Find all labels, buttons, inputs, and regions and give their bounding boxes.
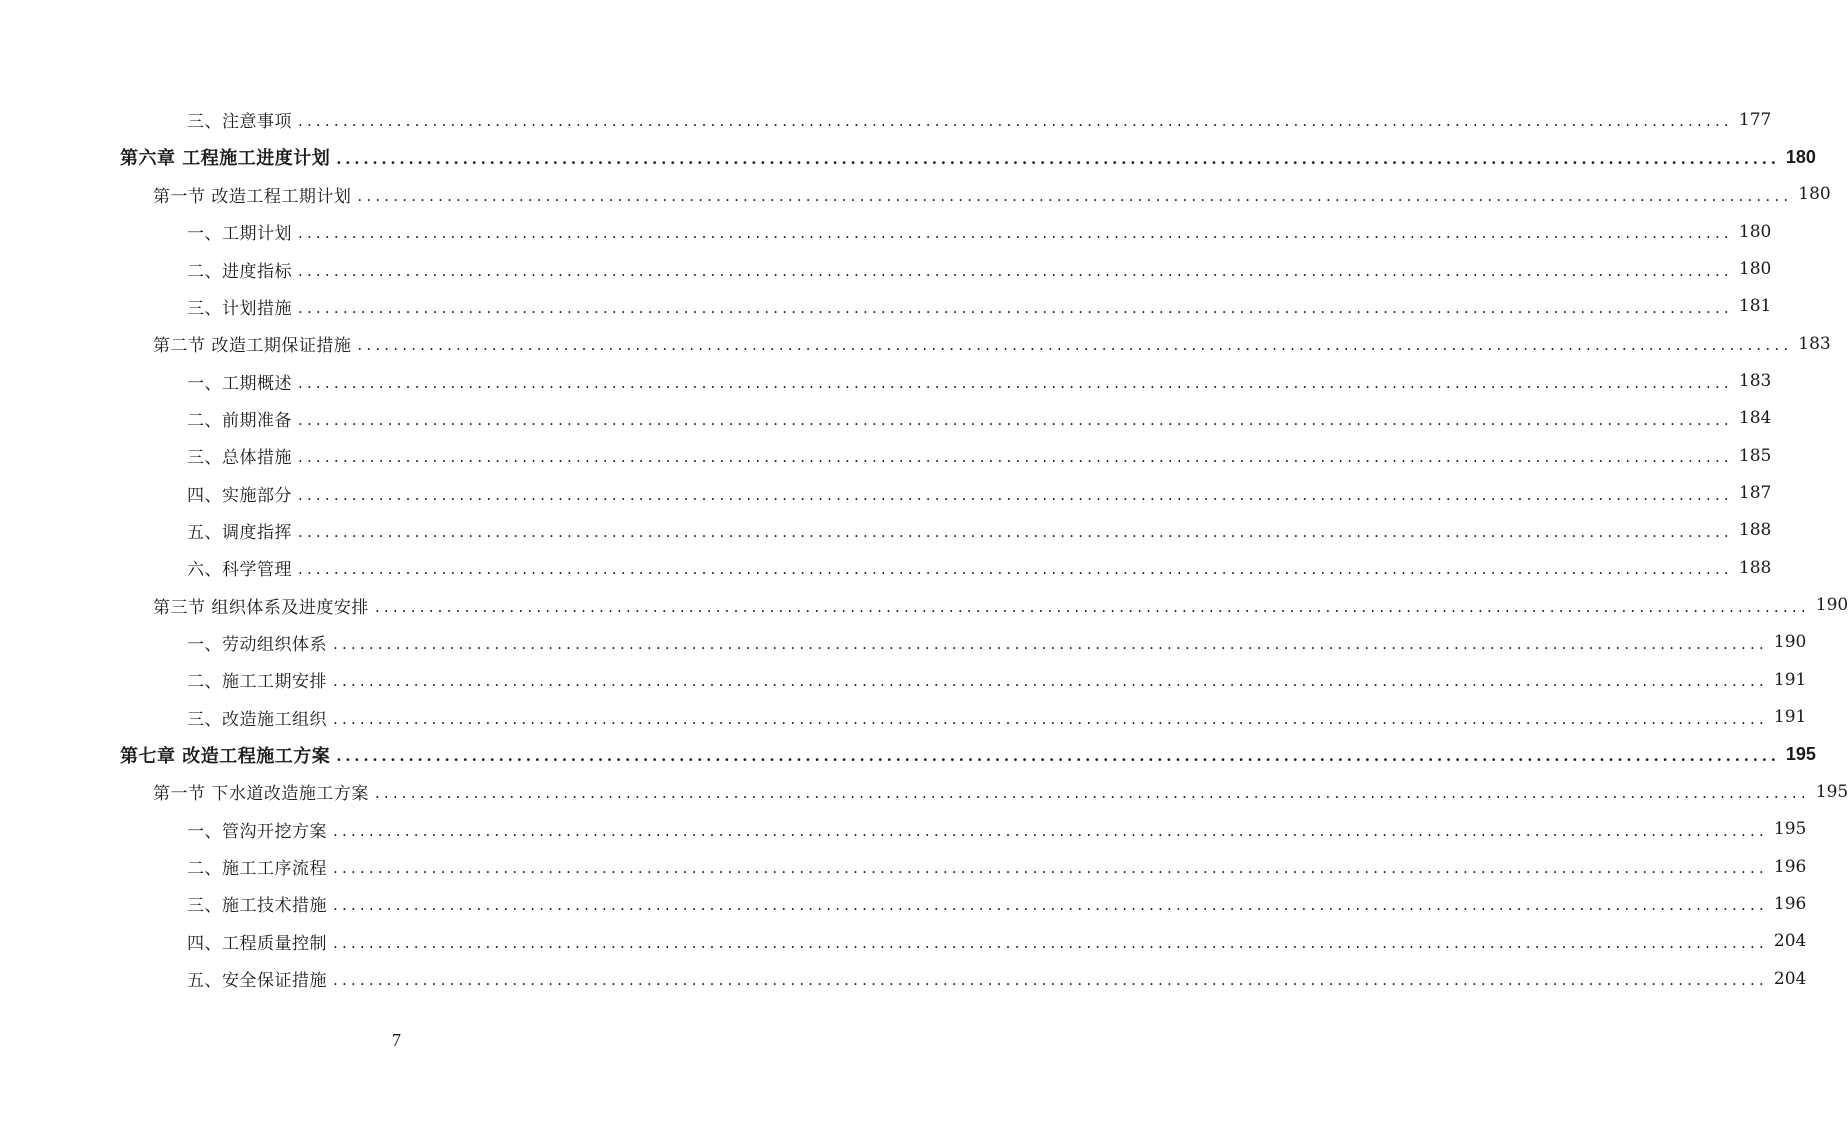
- toc-entry-title: 三、施工技术措施: [187, 896, 327, 917]
- toc-entry-title: 六、科学管理: [187, 560, 292, 581]
- toc-dot-leader: ................................................................................................................................................................: [298, 224, 1733, 243]
- toc-chapter-entry[interactable]: [0, 736, 1816, 773]
- toc-subsection-entry[interactable]: [0, 437, 1772, 474]
- toc-dot-leader: ................................................................................................................................................................: [298, 298, 1733, 317]
- toc-entry-title: 第三节 组织体系及进度安排: [153, 597, 369, 618]
- toc-dot-leader: ................................................................................................................................................................: [336, 747, 1780, 766]
- toc-entry-page: 191: [1773, 707, 1807, 728]
- toc-dot-leader: ................................................................................................................................................................: [298, 448, 1733, 467]
- toc-entry-title: 三、改造施工组织: [187, 709, 327, 730]
- table-of-contents: [0, 101, 1848, 997]
- toc-subsection-entry[interactable]: [0, 811, 1807, 848]
- toc-entry-page: 195: [1785, 744, 1816, 765]
- toc-subsection-entry[interactable]: [0, 400, 1772, 437]
- toc-entry-page: 190: [1815, 595, 1848, 616]
- toc-entry-title: 第七章 改造工程施工方案: [120, 745, 331, 767]
- toc-entry-title: 第一节 下水道改造施工方案: [153, 784, 369, 805]
- toc-entry-page: 184: [1738, 408, 1772, 429]
- toc-dot-leader: ................................................................................................................................................................: [298, 522, 1733, 541]
- toc-subsection-entry[interactable]: [0, 923, 1807, 960]
- toc-entry-page: 204: [1773, 968, 1807, 989]
- toc-entry-page: 188: [1738, 557, 1772, 578]
- toc-dot-leader: ................................................................................................................................................................: [333, 971, 1768, 990]
- toc-subsection-entry[interactable]: [0, 661, 1807, 698]
- toc-subsection-entry[interactable]: [0, 848, 1807, 885]
- toc-entry-page: 177: [1738, 109, 1772, 130]
- toc-dot-leader: ................................................................................................................................................................: [298, 112, 1733, 131]
- toc-dot-leader: ................................................................................................................................................................: [333, 859, 1768, 878]
- toc-entry-page: 195: [1815, 781, 1848, 802]
- toc-dot-leader: ................................................................................................................................................................: [333, 821, 1768, 840]
- toc-entry-page: 180: [1798, 184, 1831, 205]
- toc-section-entry[interactable]: [0, 176, 1831, 213]
- toc-entry-title: 三、注意事项: [187, 112, 292, 133]
- toc-entry-title: 一、劳动组织体系: [187, 634, 327, 655]
- toc-entry-page: 181: [1738, 296, 1772, 317]
- toc-entry-page: 185: [1738, 445, 1772, 466]
- toc-dot-leader: ................................................................................................................................................................: [333, 634, 1768, 653]
- toc-dot-leader: ................................................................................................................................................................: [374, 597, 1810, 616]
- toc-entry-title: 四、实施部分: [187, 485, 292, 506]
- toc-subsection-entry[interactable]: [0, 362, 1772, 399]
- toc-entry-page: 196: [1773, 893, 1807, 914]
- toc-dot-leader: ................................................................................................................................................................: [374, 784, 1810, 803]
- toc-entry-title: 二、施工工序流程: [187, 859, 327, 880]
- toc-chapter-entry[interactable]: [0, 138, 1816, 175]
- toc-subsection-entry[interactable]: [0, 512, 1772, 549]
- toc-entry-page: 191: [1773, 669, 1807, 690]
- toc-dot-leader: ................................................................................................................................................................: [333, 896, 1768, 915]
- toc-entry-page: 183: [1798, 333, 1831, 354]
- toc-entry-title: 二、进度指标: [187, 261, 292, 282]
- toc-section-entry[interactable]: [0, 586, 1848, 623]
- toc-dot-leader: ................................................................................................................................................................: [298, 373, 1733, 392]
- toc-subsection-entry[interactable]: [0, 960, 1807, 997]
- toc-entry-title: 一、工期计划: [187, 224, 292, 245]
- toc-entry-title: 第六章 工程施工进度计划: [120, 148, 331, 170]
- toc-dot-leader: ................................................................................................................................................................: [298, 410, 1733, 429]
- toc-entry-page: 180: [1738, 221, 1772, 242]
- toc-entry-page: 187: [1738, 483, 1772, 504]
- toc-subsection-entry[interactable]: [0, 699, 1807, 736]
- toc-entry-page: 190: [1773, 632, 1807, 653]
- toc-entry-title: 四、工程质量控制: [187, 933, 327, 954]
- toc-entry-title: 一、管沟开挖方案: [187, 821, 327, 842]
- toc-subsection-entry[interactable]: [0, 549, 1772, 586]
- toc-entry-page: 195: [1773, 819, 1807, 840]
- toc-entry-title: 三、计划措施: [187, 298, 292, 319]
- toc-entry-title: 第二节 改造工期保证措施: [153, 336, 352, 357]
- toc-entry-title: 第一节 改造工程工期计划: [153, 186, 352, 207]
- toc-dot-leader: ................................................................................................................................................................: [298, 261, 1733, 280]
- toc-subsection-entry[interactable]: [0, 101, 1772, 138]
- toc-subsection-entry[interactable]: [0, 213, 1772, 250]
- toc-entry-page: 180: [1738, 259, 1772, 280]
- toc-subsection-entry[interactable]: [0, 288, 1772, 325]
- toc-dot-leader: ................................................................................................................................................................: [298, 560, 1733, 579]
- toc-entry-title: 五、调度指挥: [187, 522, 292, 543]
- toc-entry-title: 二、前期准备: [187, 410, 292, 431]
- toc-section-entry[interactable]: [0, 773, 1848, 810]
- toc-dot-leader: ................................................................................................................................................................: [333, 672, 1768, 691]
- toc-subsection-entry[interactable]: [0, 885, 1807, 922]
- toc-dot-leader: ................................................................................................................................................................: [357, 336, 1793, 355]
- toc-dot-leader: ................................................................................................................................................................: [357, 186, 1793, 205]
- toc-entry-page: 180: [1785, 146, 1816, 167]
- toc-dot-leader: ................................................................................................................................................................: [336, 149, 1780, 168]
- toc-subsection-entry[interactable]: [0, 624, 1807, 661]
- toc-entry-page: 196: [1773, 856, 1807, 877]
- toc-dot-leader: ................................................................................................................................................................: [298, 485, 1733, 504]
- toc-entry-title: 五、安全保证措施: [187, 971, 327, 992]
- toc-subsection-entry[interactable]: [0, 474, 1772, 511]
- toc-subsection-entry[interactable]: [0, 250, 1772, 287]
- toc-entry-title: 一、工期概述: [187, 373, 292, 394]
- page-number: 7: [392, 1030, 401, 1050]
- toc-entry-title: 三、总体措施: [187, 448, 292, 469]
- toc-entry-title: 二、施工工期安排: [187, 672, 327, 693]
- toc-entry-page: 183: [1738, 371, 1772, 392]
- toc-dot-leader: ................................................................................................................................................................: [333, 933, 1768, 952]
- toc-dot-leader: ................................................................................................................................................................: [333, 709, 1768, 728]
- toc-entry-page: 204: [1773, 931, 1807, 952]
- toc-entry-page: 188: [1738, 520, 1772, 541]
- toc-section-entry[interactable]: [0, 325, 1831, 362]
